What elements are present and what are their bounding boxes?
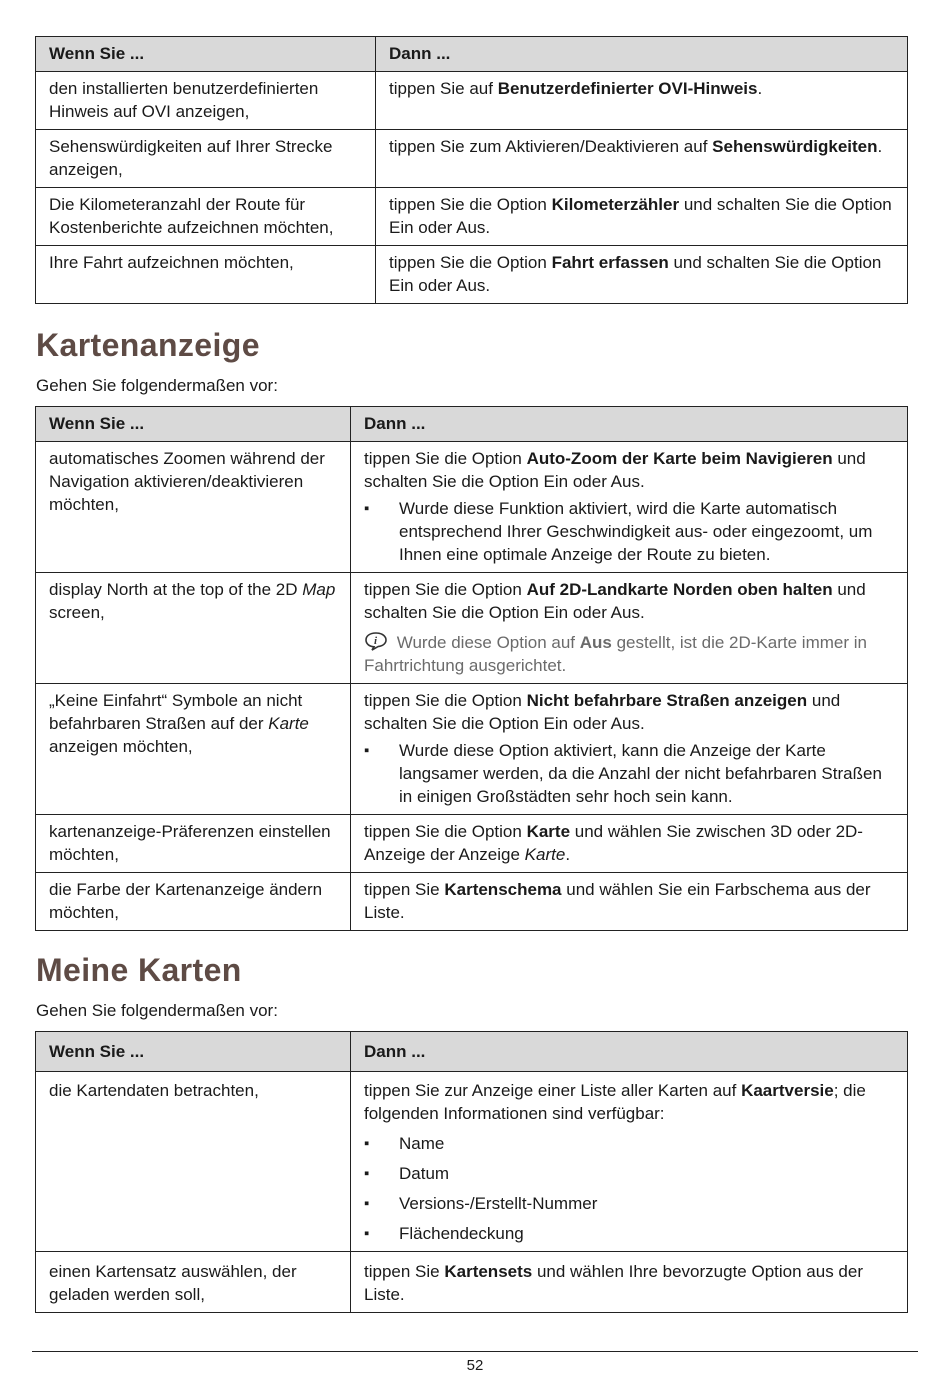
table-header-row bbox=[36, 407, 908, 442]
page-number: 52 bbox=[466, 1357, 484, 1374]
list-item: ▪ Name bbox=[364, 1132, 895, 1155]
table-row bbox=[36, 1252, 908, 1313]
bullet-list bbox=[364, 739, 895, 808]
cell-wenn: die Farbe der Kartenanzeige ändern möchten, bbox=[36, 873, 351, 931]
table-header-row bbox=[36, 1032, 908, 1072]
table-row bbox=[36, 72, 908, 130]
cell-wenn: die Kartendaten betrachten, bbox=[36, 1072, 351, 1252]
info-note-icon bbox=[364, 631, 392, 651]
table-row bbox=[36, 573, 908, 684]
header-wenn: Wenn Sie ... bbox=[36, 1032, 351, 1072]
footer-divider bbox=[32, 1351, 918, 1352]
table-header-row bbox=[36, 37, 908, 72]
table-row bbox=[36, 442, 908, 573]
header-dann: Dann ... bbox=[351, 407, 908, 442]
list-item: ▪ Flächendeckung bbox=[364, 1222, 895, 1245]
cell-dann: tippen Sie Kartenschema und wählen Sie ein Farbschema aus der Liste. bbox=[351, 873, 908, 931]
cell-wenn: „Keine Einfahrt“ Symbole an nicht befahrbaren Straßen auf der Karte anzeigen möchten, bbox=[36, 684, 351, 815]
cell-wenn: den installierten benutzerdefinierten Hinweis auf OVI anzeigen, bbox=[36, 72, 376, 130]
cell-dann: tippen Sie die Option Fahrt erfassen und schalten Sie die Option Ein oder Aus. bbox=[376, 246, 908, 304]
header-wenn: Wenn Sie ... bbox=[36, 37, 376, 72]
header-dann: Dann ... bbox=[351, 1032, 908, 1072]
cell-dann: tippen Sie die Option Nicht befahrbare Straßen anzeigen und schalten Sie die Option Ein oder Aus. ▪ Wurde diese Option aktiviert, kann die Anzeige der Karte langsamer werden, da die Anzahl der nicht befahrbaren Straßen in einigen Großstädten sehr hoch sein kann. bbox=[351, 684, 908, 815]
list-item: ▪ Wurde diese Funktion aktiviert, wird die Karte automatisch entsprechend Ihrer Geschwindigkeit aus- oder eingezoomt, um Ihnen eine optimale Anzeige der Route zu bieten. bbox=[364, 497, 895, 566]
cell-dann: tippen Sie die Option Karte und wählen Sie zwischen 3D oder 2D-Anzeige der Anzeige Karte. bbox=[351, 815, 908, 873]
svg-text:i: i bbox=[374, 635, 378, 647]
cell-wenn: kartenanzeige-Präferenzen einstellen möchten, bbox=[36, 815, 351, 873]
section-intro: Gehen Sie folgendermaßen vor: bbox=[36, 376, 278, 395]
cell-wenn: Sehenswürdigkeiten auf Ihrer Strecke anzeigen, bbox=[36, 130, 376, 188]
table-kartenanzeige bbox=[35, 406, 908, 931]
table-row bbox=[36, 130, 908, 188]
cell-dann: tippen Sie Kartensets und wählen Ihre bevorzugte Option aus der Liste. bbox=[351, 1252, 908, 1313]
bullet-list bbox=[364, 497, 895, 566]
header-wenn: Wenn Sie ... bbox=[36, 407, 351, 442]
table-options-1 bbox=[35, 36, 908, 304]
table-row bbox=[36, 684, 908, 815]
bullet-list bbox=[364, 1132, 895, 1245]
table-row bbox=[36, 246, 908, 304]
table-meine-karten bbox=[35, 1031, 908, 1313]
cell-dann: tippen Sie auf Benutzerdefinierter OVI-Hinweis. bbox=[376, 72, 908, 130]
cell-dann: tippen Sie die Option Kilometerzähler und schalten Sie die Option Ein oder Aus. bbox=[376, 188, 908, 246]
cell-dann: tippen Sie zur Anzeige einer Liste aller Karten auf Kaartversie; die folgenden Informationen sind verfügbar: ▪ Name ▪ Datum ▪ Versions-/Erstellt-Nummer ▪ Flächendeckung bbox=[351, 1072, 908, 1252]
table-row bbox=[36, 1072, 908, 1252]
section-title-meine-karten: Meine Karten bbox=[36, 952, 242, 988]
list-item: ▪ Wurde diese Option aktiviert, kann die Anzeige der Karte langsamer werden, da die Anzahl der nicht befahrbaren Straßen in einigen Großstädten sehr hoch sein kann. bbox=[364, 739, 895, 808]
cell-dann: tippen Sie die Option Auto-Zoom der Karte beim Navigieren und schalten Sie die Option Ein oder Aus. ▪ Wurde diese Funktion aktiviert, wird die Karte automatisch entsprechend Ihrer Geschwindigkeit aus- oder eingezoomt, um Ihnen eine optimale Anzeige der Route zu bieten. bbox=[351, 442, 908, 573]
cell-wenn: einen Kartensatz auswählen, der geladen werden soll, bbox=[36, 1252, 351, 1313]
table-row bbox=[36, 873, 908, 931]
section-intro: Gehen Sie folgendermaßen vor: bbox=[36, 1001, 278, 1020]
cell-dann: tippen Sie die Option Auf 2D-Landkarte Norden oben halten und schalten Sie die Option Ein oder Aus. i Wurde diese Option auf Aus gestellt, ist die 2D-Karte immer in Fahrtrichtung ausgerichtet. bbox=[351, 573, 908, 684]
list-item: ▪ Datum bbox=[364, 1162, 895, 1185]
cell-wenn: display North at the top of the 2D Map screen, bbox=[36, 573, 351, 684]
cell-wenn: Die Kilometeranzahl der Route für Kostenberichte aufzeichnen möchten, bbox=[36, 188, 376, 246]
table-row bbox=[36, 815, 908, 873]
cell-dann: tippen Sie zum Aktivieren/Deaktivieren auf Sehenswürdigkeiten. bbox=[376, 130, 908, 188]
info-note: i Wurde diese Option auf Aus gestellt, ist die 2D-Karte immer in Fahrtrichtung ausgerichtet. bbox=[364, 633, 867, 675]
section-title-kartenanzeige: Kartenanzeige bbox=[36, 327, 260, 363]
header-dann: Dann ... bbox=[376, 37, 908, 72]
cell-wenn: automatisches Zoomen während der Navigation aktivieren/deaktivieren möchten, bbox=[36, 442, 351, 573]
table-row bbox=[36, 188, 908, 246]
list-item: ▪ Versions-/Erstellt-Nummer bbox=[364, 1192, 895, 1215]
cell-wenn: Ihre Fahrt aufzeichnen möchten, bbox=[36, 246, 376, 304]
